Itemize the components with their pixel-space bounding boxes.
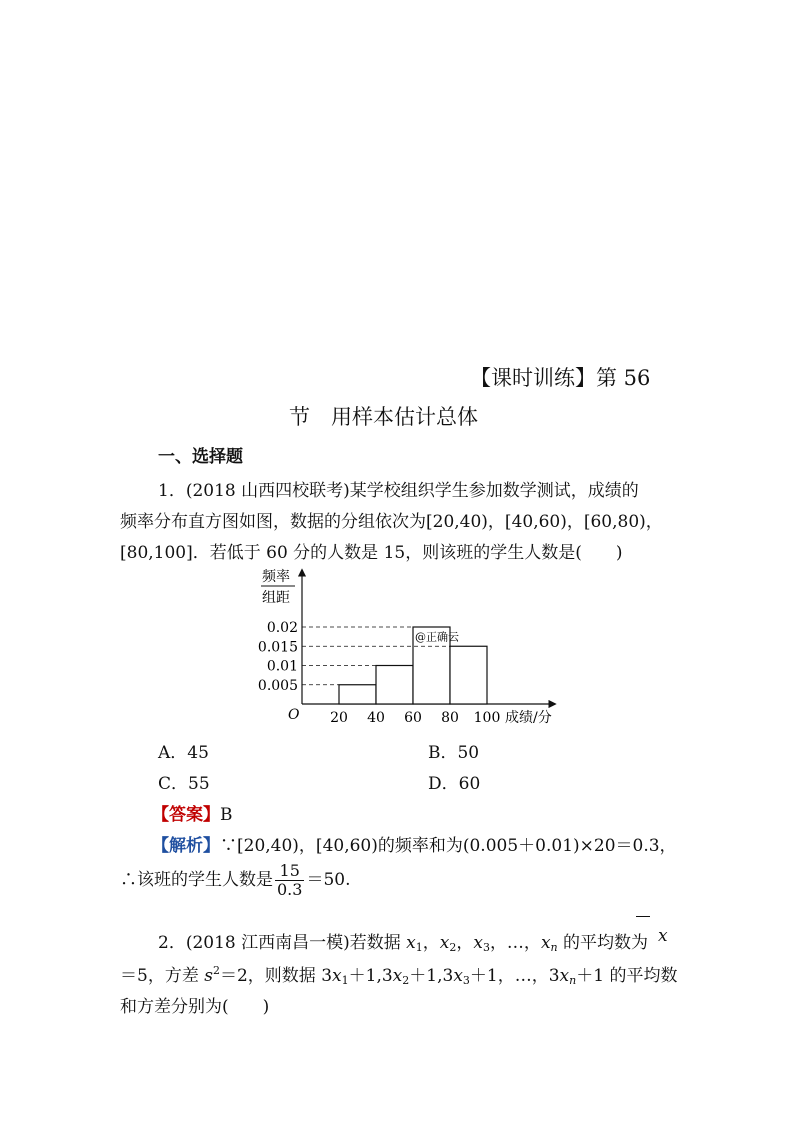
analysis-prefix: ∴该班的学生人数是 — [120, 870, 273, 890]
y-axis-label-bottom: 组距 — [262, 590, 290, 606]
lesson-topic: 用样本估计总体 — [331, 405, 478, 429]
q2-line2-b: ＝2，则数据 — [219, 966, 322, 986]
mean-symbol — [658, 926, 668, 946]
lesson-title-tail: 节 — [289, 405, 310, 429]
q1-line3: [80,100]．若低于 60 分的人数是 15，则该班的学生人数是( ) — [120, 543, 623, 563]
fraction-numerator: 15 — [275, 862, 304, 881]
x-tick-label: 80 — [441, 710, 459, 726]
y-tick-label: 0.015 — [257, 639, 298, 656]
q2-line3: 和方差分别为( ) — [120, 997, 270, 1017]
q2-line1: 2．(2018 江西南昌一模)若数据 $x_1$，$x_2$，$x_3$，…，$x_n$ 的平均数为 — [158, 933, 649, 954]
lesson-title-bracket: 【课时训练】 — [470, 366, 596, 390]
q1-line2: 频率分布直方图如图，数据的分组依次为[20,40)，[40,60)，[60,80)， — [120, 512, 663, 532]
y-tick-label: 0.01 — [266, 658, 298, 675]
origin-label: O — [288, 707, 300, 723]
q2-line2-c: ＋1 的平均数 — [576, 966, 678, 986]
lesson-subtitle — [289, 401, 478, 431]
analysis-line2 — [120, 862, 351, 899]
x-tick-label: 40 — [367, 710, 385, 726]
analysis-line1 — [152, 831, 677, 856]
option-c: C．55 — [158, 774, 210, 794]
lesson-title — [470, 362, 650, 392]
option-a: A．45 — [158, 743, 209, 763]
y-tick-label: 0.005 — [257, 677, 298, 694]
option-b: B．50 — [428, 743, 480, 763]
answer-line — [152, 800, 233, 825]
x-tick-label: 60 — [404, 710, 422, 726]
section-heading: 一、选择题 — [158, 447, 243, 467]
y-axis-label-top: 频率 — [262, 569, 290, 585]
answer-label: 【答案】 — [152, 805, 220, 825]
x-tick-label: 100 — [473, 710, 501, 726]
histogram-bar — [339, 685, 376, 704]
histogram-bar — [450, 646, 487, 704]
watermark-text: @正确云 — [415, 630, 459, 644]
x-axis-label: 成绩/分 — [505, 710, 552, 726]
y-tick-label: 0.02 — [266, 620, 298, 636]
fraction — [275, 862, 304, 899]
histogram-chart — [250, 564, 580, 734]
mean-x: x — [658, 926, 668, 946]
analysis-text1: ∵[20,40)，[40,60)的频率和为(0.005＋0.01)×20＝0.3， — [220, 836, 677, 856]
q2-line2-a: ＝5，方差 — [120, 966, 205, 986]
answer-value: B — [220, 805, 233, 825]
lesson-title-number: 第 56 — [596, 366, 651, 390]
option-d: D．60 — [428, 774, 481, 794]
analysis-suffix: ＝50. — [306, 870, 351, 890]
fraction-denominator: 0.3 — [277, 880, 303, 899]
q1-line1: 1．(2018 山西四校联考)某学校组织学生参加数学测试，成绩的 — [158, 481, 639, 501]
q2-line2: ＝5，方差 $s^2=2$，则数据 $3x_1+1,3x_2+1,3x_3+1$，…，$3x_n+1$ 的平均数 — [120, 964, 678, 987]
mean-bar — [636, 916, 650, 917]
q2-line1-prefix: 2．(2018 江西南昌一模)若数据 — [158, 933, 407, 953]
q2-line1-suffix: 的平均数为 — [563, 933, 649, 953]
analysis-label: 【解析】 — [152, 836, 220, 856]
histogram-bar — [376, 666, 413, 705]
x-tick-label: 20 — [330, 710, 348, 726]
